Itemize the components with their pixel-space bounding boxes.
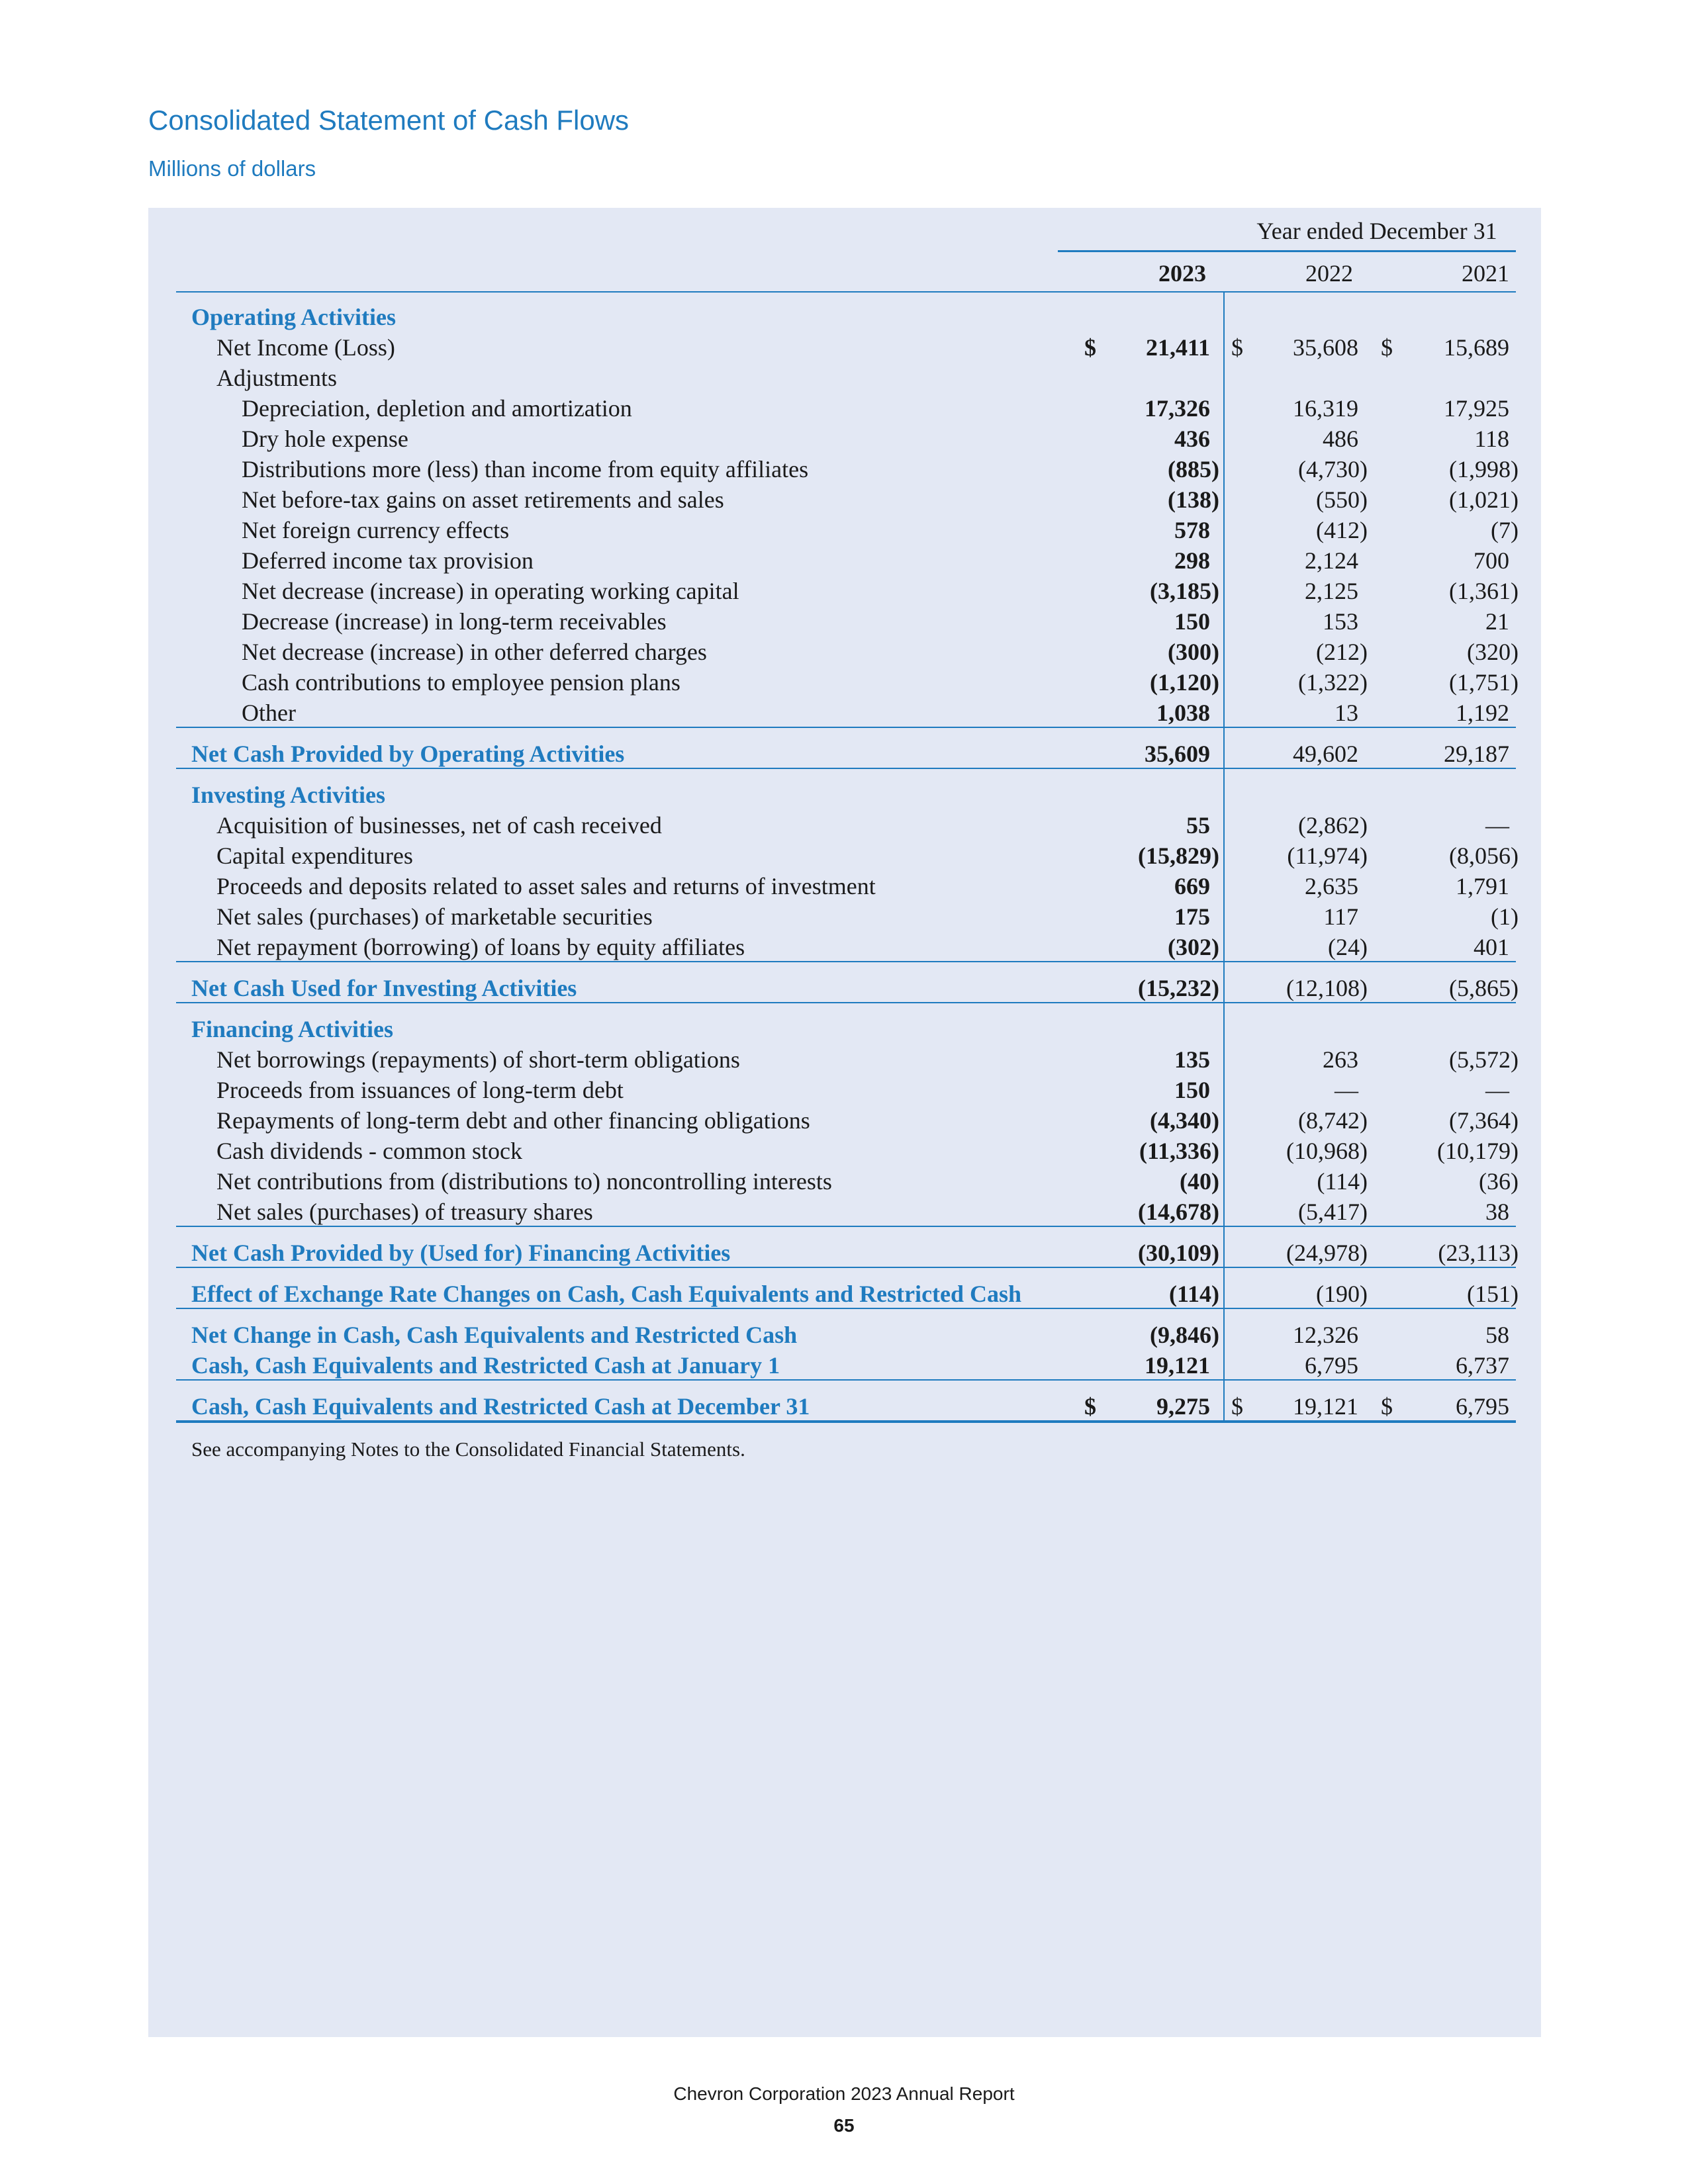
row-label: Investing Activities [191, 782, 385, 808]
value-2023: (15,829) [1138, 842, 1219, 869]
value-2023: (15,232) [1138, 975, 1219, 1001]
value-2022: 117 [1323, 903, 1358, 930]
section-header [0, 302, 1688, 332]
value-2021: (36) [1479, 1168, 1519, 1195]
table-row [0, 332, 1688, 363]
row-label: Net before-tax gains on asset retirements and sales [242, 486, 724, 513]
currency-symbol: $ [1231, 1393, 1243, 1420]
value-2023: (14,678) [1138, 1199, 1219, 1225]
value-2022: (24,978) [1286, 1240, 1368, 1266]
row-label: Cash dividends - common stock [216, 1138, 522, 1164]
total-row [0, 1350, 1688, 1381]
value-2022: (10,968) [1286, 1138, 1368, 1164]
row-label: Deferred income tax provision [242, 547, 534, 574]
value-2022: 19,121 [1293, 1393, 1358, 1420]
table-row [0, 363, 1688, 393]
row-label: Net sales (purchases) of marketable securities [216, 903, 653, 930]
section-rule [176, 1308, 1516, 1309]
value-2022: 16,319 [1293, 395, 1358, 422]
page-title: Consolidated Statement of Cash Flows [148, 105, 630, 136]
value-2021: (10,179) [1437, 1138, 1519, 1164]
value-2023: 35,609 [1145, 741, 1210, 767]
table-row [0, 424, 1688, 454]
total-row [0, 973, 1688, 1003]
row-label: Capital expenditures [216, 842, 413, 869]
value-2021: 58 [1485, 1322, 1509, 1348]
value-2022: 13 [1335, 700, 1358, 726]
section-rule [176, 1379, 1516, 1381]
value-2023: 55 [1186, 812, 1210, 839]
table-row [0, 1075, 1688, 1105]
value-2021: 1,192 [1456, 700, 1509, 726]
row-label: Repayments of long-term debt and other financing obligations [216, 1107, 810, 1134]
table-row [0, 393, 1688, 424]
value-2023: (138) [1168, 486, 1219, 513]
header-rule [176, 291, 1516, 293]
row-label: Effect of Exchange Rate Changes on Cash, Cash Equivalents and Restricted Cash [191, 1281, 1022, 1307]
report-footer: Chevron Corporation 2023 Annual Report [673, 2083, 1015, 2104]
value-2021: (7) [1491, 517, 1519, 543]
row-label: Acquisition of businesses, net of cash received [216, 812, 662, 839]
value-2021: — [1485, 812, 1509, 839]
value-2021: (151) [1467, 1281, 1519, 1307]
section-rule [176, 1002, 1516, 1003]
row-label: Cash, Cash Equivalents and Restricted Cash at January 1 [191, 1352, 780, 1379]
value-2021: 118 [1474, 426, 1509, 452]
table-row [0, 1166, 1688, 1197]
value-2023: 175 [1174, 903, 1210, 930]
value-2021: (1,021) [1449, 486, 1519, 513]
table-row [0, 484, 1688, 515]
value-2022: (412) [1316, 517, 1368, 543]
page-number: 65 [833, 2115, 855, 2136]
value-2022: — [1335, 1077, 1358, 1103]
table-row [0, 515, 1688, 545]
value-2021: (1,998) [1449, 456, 1519, 482]
value-2021: (320) [1467, 639, 1519, 665]
value-2021: 38 [1485, 1199, 1509, 1225]
table-row [0, 1105, 1688, 1136]
row-label: Net Cash Provided by Operating Activities [191, 741, 625, 767]
section-header [0, 1014, 1688, 1044]
table-row [0, 810, 1688, 841]
total-row [0, 1279, 1688, 1309]
value-2021: (23,113) [1438, 1240, 1519, 1266]
row-label: Net Cash Provided by (Used for) Financing Activities [191, 1240, 731, 1266]
value-2021: 6,737 [1456, 1352, 1509, 1379]
value-2022: 49,602 [1293, 741, 1358, 767]
value-2023: (300) [1168, 639, 1219, 665]
value-2021: 6,795 [1456, 1393, 1509, 1420]
value-2022: 6,795 [1305, 1352, 1358, 1379]
footnote: See accompanying Notes to the Consolidated Financial Statements. [191, 1437, 745, 1461]
table-row [0, 545, 1688, 576]
value-2023: 17,326 [1145, 395, 1210, 422]
row-label: Decrease (increase) in long-term receivables [242, 608, 667, 635]
value-2022: (8,742) [1298, 1107, 1368, 1134]
total-row [0, 1391, 1688, 1422]
value-2022: 35,608 [1293, 334, 1358, 361]
table-row [0, 637, 1688, 667]
currency-symbol: $ [1381, 334, 1393, 361]
value-2021: 21 [1485, 608, 1509, 635]
row-label: Cash, Cash Equivalents and Restricted Cash at December 31 [191, 1393, 810, 1420]
value-2022: (24) [1328, 934, 1368, 960]
row-label: Net foreign currency effects [242, 517, 510, 543]
value-2021: 401 [1474, 934, 1509, 960]
value-2023: (302) [1168, 934, 1219, 960]
total-row [0, 1320, 1688, 1350]
row-label: Net contributions from (distributions to) noncontrolling interests [216, 1168, 832, 1195]
value-2021: 700 [1474, 547, 1509, 574]
table-row [0, 698, 1688, 728]
value-2021: (1,751) [1449, 669, 1519, 696]
row-label: Net decrease (increase) in other deferred charges [242, 639, 707, 665]
value-2021: 1,791 [1456, 873, 1509, 899]
value-2022: (12,108) [1286, 975, 1368, 1001]
section-rule [176, 727, 1516, 728]
value-2021: 29,187 [1444, 741, 1509, 767]
section-rule [176, 961, 1516, 962]
row-label: Other [242, 700, 296, 726]
period-underline [1058, 250, 1516, 252]
value-2023: 21,411 [1145, 334, 1210, 361]
row-label: Proceeds from issuances of long-term debt [216, 1077, 624, 1103]
table-row [0, 901, 1688, 932]
row-label: Financing Activities [191, 1016, 393, 1042]
total-row [0, 739, 1688, 769]
section-header [0, 780, 1688, 810]
value-2022: (5,417) [1298, 1199, 1368, 1225]
row-label: Net borrowings (repayments) of short-term obligations [216, 1046, 740, 1073]
value-2023: (30,109) [1138, 1240, 1219, 1266]
value-2022: 486 [1323, 426, 1358, 452]
value-2021: (5,865) [1449, 975, 1519, 1001]
row-label: Net Change in Cash, Cash Equivalents and Restricted Cash [191, 1322, 798, 1348]
value-2023: (1,120) [1150, 669, 1219, 696]
value-2022: (212) [1316, 639, 1368, 665]
value-2023: 298 [1174, 547, 1210, 574]
value-2022: 2,635 [1305, 873, 1358, 899]
row-label: Dry hole expense [242, 426, 408, 452]
value-2023: (40) [1180, 1168, 1219, 1195]
row-label: Distributions more (less) than income from equity affiliates [242, 456, 809, 482]
value-2022: (550) [1316, 486, 1368, 513]
value-2021: — [1485, 1077, 1509, 1103]
value-2022: (4,730) [1298, 456, 1368, 482]
row-label: Cash contributions to employee pension plans [242, 669, 680, 696]
total-row [0, 1238, 1688, 1268]
currency-symbol: $ [1084, 1393, 1096, 1420]
row-label: Net Cash Used for Investing Activities [191, 975, 577, 1001]
value-2023: (3,185) [1150, 578, 1219, 604]
units-subtitle: Millions of dollars [148, 156, 316, 181]
value-2023: (114) [1169, 1281, 1219, 1307]
value-2022: 263 [1323, 1046, 1358, 1073]
year-header-2021: 2021 [1462, 260, 1509, 287]
row-label: Net decrease (increase) in operating working capital [242, 578, 739, 604]
value-2022: (190) [1316, 1281, 1368, 1307]
period-header: Year ended December 31 [1256, 218, 1497, 244]
value-2023: 150 [1174, 1077, 1210, 1103]
table-row [0, 454, 1688, 484]
value-2021: (5,572) [1449, 1046, 1519, 1073]
value-2023: 19,121 [1145, 1352, 1210, 1379]
value-2022: (114) [1317, 1168, 1368, 1195]
section-rule [176, 1267, 1516, 1268]
value-2023: 9,275 [1156, 1393, 1210, 1420]
table-row [0, 576, 1688, 606]
value-2023: 1,038 [1156, 700, 1210, 726]
value-2022: 2,124 [1305, 547, 1358, 574]
value-2021: 15,689 [1444, 334, 1509, 361]
section-rule [176, 768, 1516, 769]
value-2023: (9,846) [1150, 1322, 1219, 1348]
currency-symbol: $ [1381, 1393, 1393, 1420]
table-row [0, 1197, 1688, 1227]
year-header-2023: 2023 [1158, 260, 1206, 287]
year-header-2022: 2022 [1305, 260, 1353, 287]
row-label: Net sales (purchases) of treasury shares [216, 1199, 593, 1225]
table-row [0, 932, 1688, 962]
value-2021: (1) [1491, 903, 1519, 930]
table-row [0, 1136, 1688, 1166]
value-2021: (7,364) [1449, 1107, 1519, 1134]
value-2021: (8,056) [1449, 842, 1519, 869]
section-rule [176, 1226, 1516, 1227]
value-2023: 150 [1174, 608, 1210, 635]
value-2021: (1,361) [1449, 578, 1519, 604]
value-2021: 17,925 [1444, 395, 1509, 422]
table-row [0, 667, 1688, 698]
value-2022: (2,862) [1298, 812, 1368, 839]
row-label: Adjustments [216, 365, 338, 391]
value-2022: (1,322) [1298, 669, 1368, 696]
value-2023: 578 [1174, 517, 1210, 543]
value-2022: 12,326 [1293, 1322, 1358, 1348]
value-2022: 153 [1323, 608, 1358, 635]
table-row [0, 871, 1688, 901]
table-row [0, 606, 1688, 637]
value-2023: (4,340) [1150, 1107, 1219, 1134]
value-2023: (11,336) [1139, 1138, 1219, 1164]
currency-symbol: $ [1231, 334, 1243, 361]
currency-symbol: $ [1084, 334, 1096, 361]
value-2022: (11,974) [1287, 842, 1368, 869]
value-2023: 669 [1174, 873, 1210, 899]
row-label: Net repayment (borrowing) of loans by equity affiliates [216, 934, 745, 960]
value-2022: 2,125 [1305, 578, 1358, 604]
value-2023: 436 [1174, 426, 1210, 452]
value-2023: (885) [1168, 456, 1219, 482]
value-2023: 135 [1174, 1046, 1210, 1073]
row-label: Operating Activities [191, 304, 396, 330]
row-label: Net Income (Loss) [216, 334, 395, 361]
row-label: Proceeds and deposits related to asset sales and returns of investment [216, 873, 876, 899]
table-row [0, 841, 1688, 871]
table-row [0, 1044, 1688, 1075]
row-label: Depreciation, depletion and amortization [242, 395, 632, 422]
section-rule [176, 1420, 1516, 1423]
